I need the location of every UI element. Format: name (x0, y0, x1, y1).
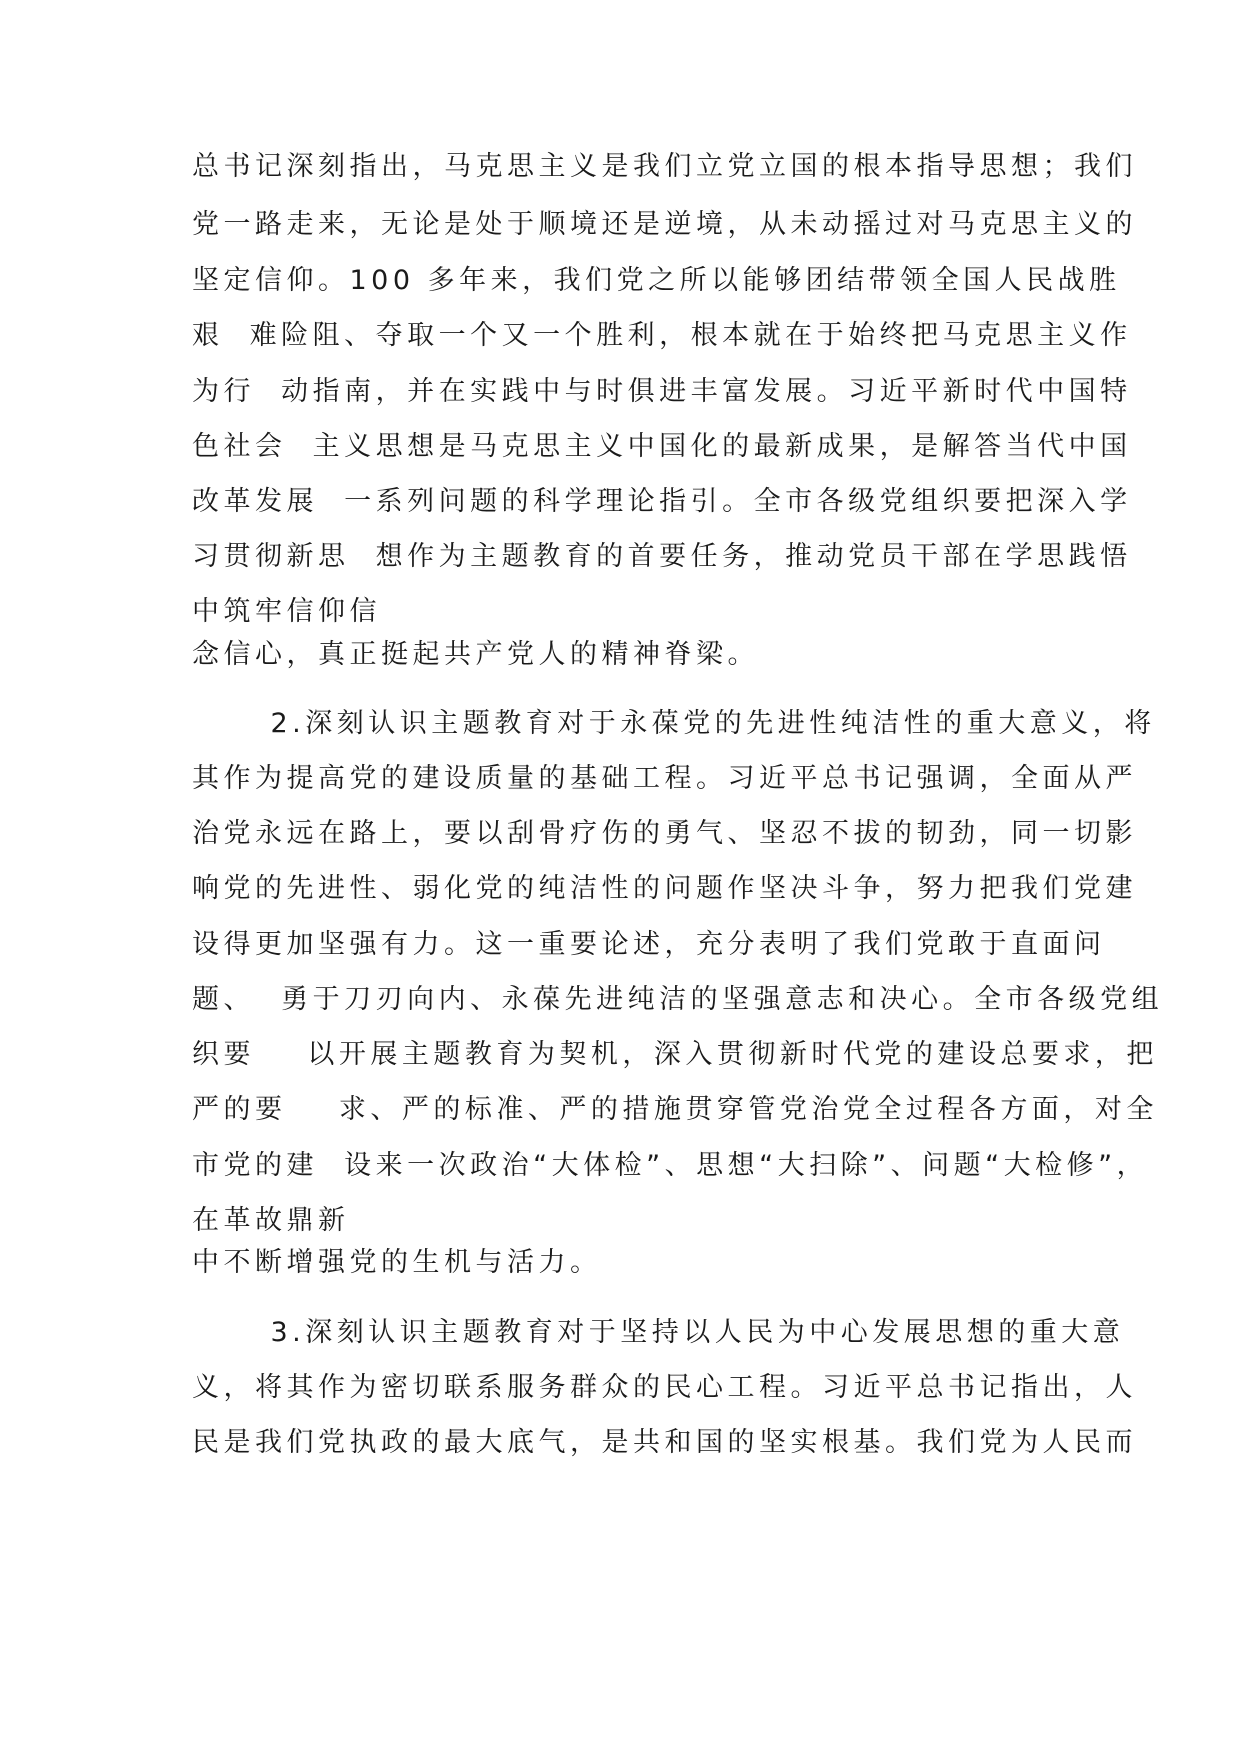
text-line: 党一路走来，无论是处于顺境还是逆境，从未动摇过对马克思主义的 (192, 209, 1137, 240)
paragraph-start-line: 3.深刻认识主题教育对于坚持以人民为中心发展思想的重大意 (192, 1317, 1125, 1348)
text-line: 习贯彻新思 想作为主题教育的首要任务，推动党员干部在学思践悟 (192, 541, 1132, 572)
text-line: 设得更加坚强有力。这一重要论述，充分表明了我们党敢于直面问 (192, 929, 1106, 960)
text-line: 民是我们党执政的最大底气，是共和国的坚实根基。我们党为人民而 (192, 1427, 1137, 1458)
text-line: 坚定信仰。100 多年来，我们党之所以能够团结带领全国人民战胜 (192, 265, 1121, 296)
text-line: 为行 动指南，并在实践中与时俱进丰富发展。习近平新时代中国特 (192, 376, 1132, 407)
paragraph-start-line: 2.深刻认识主题教育对于永葆党的先进性纯洁性的重大意义，将 (192, 708, 1156, 739)
text-line: 其作为提高党的建设质量的基础工程。习近平总书记强调，全面从严 (192, 763, 1137, 794)
text-line: 中筑牢信仰信 (192, 596, 381, 627)
text-line: 严的要 求、严的标准、严的措施贯穿管党治党全过程各方面，对全 (192, 1094, 1158, 1125)
text-line: 题、 勇于刀刃向内、永葆先进纯洁的坚强意志和决心。全市各级党组 (192, 984, 1164, 1015)
text-line: 响党的先进性、弱化党的纯洁性的问题作坚决斗争，努力把我们党建 (192, 873, 1137, 904)
text-line: 艰 难险阻、夺取一个又一个胜利，根本就在于始终把马克思主义作 (192, 320, 1132, 351)
text-line: 色社会 主义思想是马克思主义中国化的最新成果，是解答当代中国 (192, 431, 1132, 462)
text-line: 织要 以开展主题教育为契机，深入贯彻新时代党的建设总要求，把 (192, 1039, 1158, 1070)
text-line: 治党永远在路上，要以刮骨疗伤的勇气、坚忍不拔的韧劲，同一切影 (192, 818, 1137, 849)
text-line: 改革发展 一系列问题的科学理论指引。全市各级党组织要把深入学 (192, 486, 1132, 517)
text-line: 市党的建 设来一次政治“大体检”、思想“大扫除”、问题“大检修”， (192, 1150, 1149, 1181)
text-line: 在革故鼎新 (192, 1205, 350, 1236)
text-line: 总书记深刻指出，马克思主义是我们立党立国的根本指导思想；我们 (192, 151, 1137, 182)
text-line: 念信心，真正挺起共产党人的精神脊梁。 (192, 639, 759, 670)
text-line: 中不断增强党的生机与活力。 (192, 1247, 602, 1278)
text-line: 义，将其作为密切联系服务群众的民心工程。习近平总书记指出，人 (192, 1372, 1137, 1403)
